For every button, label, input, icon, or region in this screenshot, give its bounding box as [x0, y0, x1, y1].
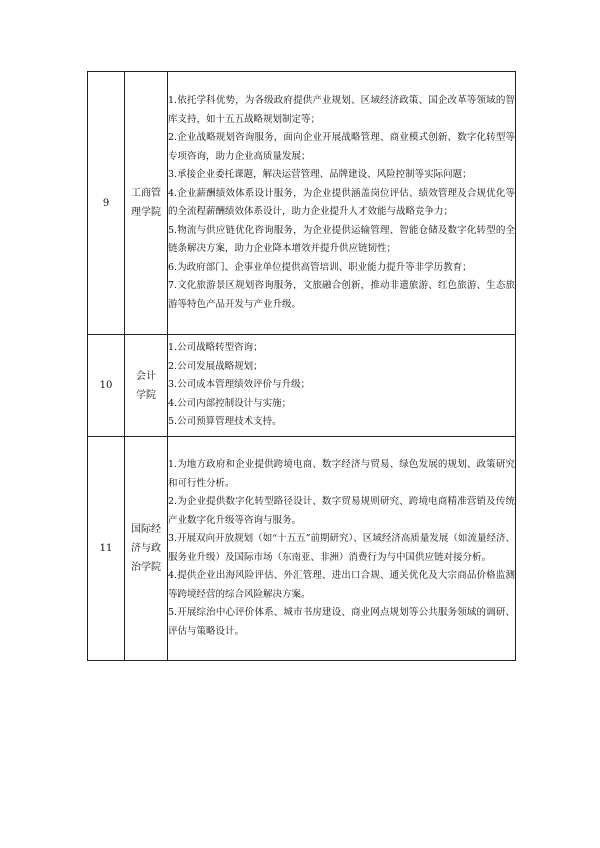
service-item: 1.依托学科优势，为各级政府提供产业规划、区域经济政策、国企改革等领域的智库支持，如十五五战略规划制定等； [168, 95, 515, 125]
service-item: 1.公司战略转型咨询； [168, 342, 263, 354]
college-name [125, 72, 168, 335]
table-row [88, 437, 516, 661]
service-item: 2.公司发展战略规划； [168, 360, 263, 372]
service-item: 3.公司成本管理绩效评价与升级； [168, 379, 311, 391]
row-number: 10 [88, 335, 125, 437]
college-name-line: 理学院 [131, 207, 161, 218]
service-item: 4.公司内部控制设计与实施； [168, 397, 292, 409]
service-item: 7.文化旅游景区规划咨询服务，文旅融合创新，推动非遗旅游、红色旅游、生态旅游等特色产品开发与产业升级。 [168, 280, 515, 310]
service-content [168, 335, 516, 437]
row-number: 11 [88, 437, 125, 661]
service-item: 5.物流与供应链优化咨询服务，为企业提供运输管理、智能仓储及数字化转型的全链条解决方案，助力企业降本增效并提升供应链韧性； [168, 224, 515, 254]
service-content [168, 437, 516, 661]
college-name-line: 会计 [136, 370, 156, 382]
college-name-line: 学院 [136, 389, 156, 401]
services-table [87, 71, 516, 661]
row-number: 9 [88, 72, 125, 335]
service-item: 6.为政府部门、企事业单位提供高管培训、职业能力提升等非学历教育； [168, 261, 472, 273]
table-row [88, 335, 516, 437]
service-item: 2.为企业提供数字化转型路径设计、数字贸易规则研究、跨境电商精准营销及传统产业数字化升级等咨询与服务。 [168, 496, 515, 526]
service-item: 5.开展综治中心评价体系、城市书房建设、商业网点规划等公共服务领域的调研、评估与策略设计。 [168, 607, 515, 637]
college-name [125, 335, 168, 437]
college-name-line: 工商管 [131, 188, 161, 199]
college-name [125, 437, 168, 661]
service-item: 4.企业薪酬绩效体系设计服务，为企业提供涵盖岗位评估、绩效管理及合规优化等的全流程薪酬绩效体系设计，助力企业提升人才效能与战略竞争力； [168, 187, 515, 217]
service-item: 3.开展双向开放规划（如“十五五”前期研究）、区域经济高质量发展（如流量经济、服务业升级）及国际市场（东南亚、非洲）消费行为与中国供应链对接分析。 [168, 533, 515, 563]
service-item: 5.公司预算管理技术支持。 [168, 416, 282, 428]
college-name-line: 济与政 [131, 543, 161, 554]
college-name-line: 国际经 [131, 524, 161, 535]
service-item: 1.为地方政府和企业提供跨境电商、数字经济与贸易、绿色发展的规划、政策研究和可行性分析。 [168, 459, 515, 489]
service-item: 3.承接企业委托课题，解决运营管理、品牌建设、风险控制等实际问题； [168, 169, 472, 180]
service-item: 4.提供企业出海风险评估、外汇管理、进出口合规、通关优化及大宗商品价格监测等跨境经营的综合风险解决方案。 [168, 570, 515, 600]
college-name-line: 治学院 [131, 562, 161, 573]
service-content [168, 72, 516, 335]
service-item: 2.企业战略规划咨询服务，面向企业开展战略管理、商业模式创新、数字化转型等专项咨询，助力企业高质量发展； [168, 132, 515, 162]
table-row [88, 72, 516, 335]
